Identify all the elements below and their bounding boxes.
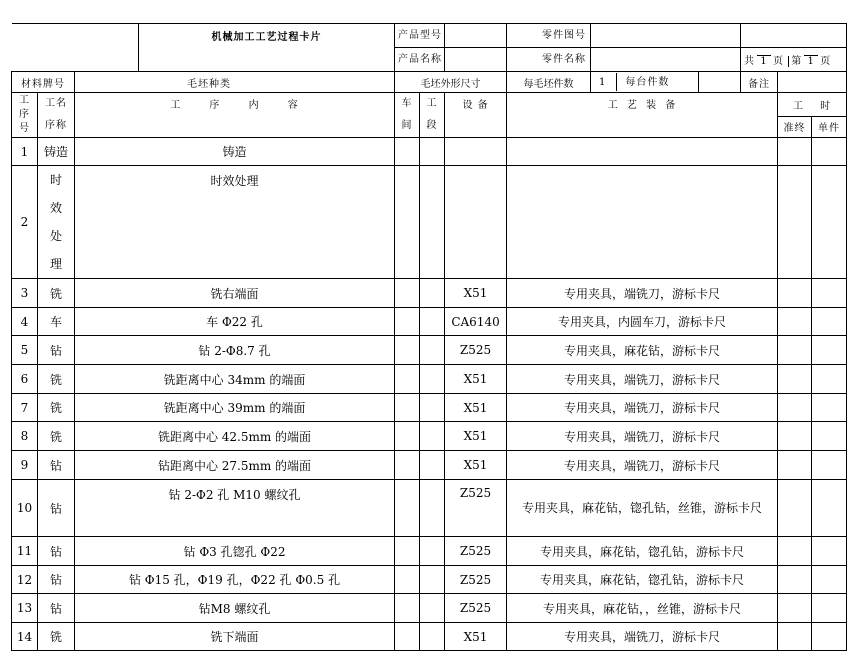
workshop-cell [395,480,420,537]
unit-time-cell [812,138,847,166]
tooling-cell: 专用夹具，端铣刀，游标卡尺 [507,279,778,308]
op-no-cell: 11 [12,537,38,566]
op-content-cell: 钻 2-Φ2 孔 M10 螺纹孔 [75,480,395,537]
workshop-cell [395,279,420,308]
workshop-cell [395,537,420,566]
setup-time-cell [778,279,812,308]
product-model-label: 产品型号 [395,24,445,48]
per-blank-value-and-label [591,72,699,93]
section-cell [420,138,445,166]
op-content-cell: 铣右端面 [75,279,395,308]
tooling-cell: 专用夹具，麻花钻，锪孔钻，丝锥，游标卡尺 [507,480,778,537]
page-unit: 页 [773,56,785,67]
op-name-cell: 铣 [38,365,75,394]
per-blank-label: 每毛坯件数 [507,72,591,93]
tooling-cell: 专用夹具，端铣刀，游标卡尺 [507,451,778,480]
part-name-label: 零件名称 [507,48,591,72]
op-name-cell: 时效处理 [38,166,75,279]
op-no-cell: 5 [12,336,38,365]
setup-time-cell [778,336,812,365]
workshop-cell [395,166,420,279]
op-no-cell: 12 [12,566,38,594]
equipment-cell [445,166,507,279]
op-content-cell: 铣距离中心 34mm 的端面 [75,365,395,394]
op-no-cell: 1 [12,138,38,166]
section-cell [420,166,445,279]
table-row [12,336,847,365]
equipment-cell: X51 [445,451,507,480]
setup-time-cell [778,422,812,451]
op-no-cell: 3 [12,279,38,308]
section-cell [420,336,445,365]
section-cell [420,422,445,451]
col-op-name: 工名 序称 [38,93,75,138]
equipment-cell: Z525 [445,336,507,365]
section-cell [420,451,445,480]
op-content-cell: 铸造 [75,138,395,166]
op-content-cell: 铣下端面 [75,623,395,651]
workshop-cell [395,566,420,594]
tooling-cell: 专用夹具，麻花钻，锪孔钻，游标卡尺 [507,537,778,566]
tooling-cell: 专用夹具，端铣刀，游标卡尺 [507,623,778,651]
unit-time-cell [812,594,847,623]
op-no-cell: 10 [12,480,38,537]
workshop-cell [395,623,420,651]
setup-time-cell [778,451,812,480]
op-no-cell: 14 [12,623,38,651]
tooling-cell: 专用夹具，端铣刀，游标卡尺 [507,394,778,422]
col-tooling: 工 艺 装 备 [507,93,778,138]
col-section: 工 段 [420,93,445,138]
section-cell [420,566,445,594]
op-no-cell: 9 [12,451,38,480]
section-cell [420,623,445,651]
workshop-cell [395,594,420,623]
total-pages: 1 [757,55,771,67]
op-content-cell: 钻M8 螺纹孔 [75,594,395,623]
section-cell [420,594,445,623]
op-no-cell: 7 [12,394,38,422]
col-equipment: 设 备 [445,93,507,138]
product-model-value[interactable] [445,24,507,48]
table-row [12,566,847,594]
workshop-cell [395,451,420,480]
col-hours: 工 时 [778,93,847,117]
header-top-right [741,24,847,48]
table-row [12,537,847,566]
equipment-cell [445,138,507,166]
current-page: 1 [804,55,818,67]
unit-time-cell [812,336,847,365]
product-name-value[interactable] [445,48,507,72]
setup-time-cell [778,623,812,651]
setup-time-cell [778,365,812,394]
op-no-cell: 4 [12,308,38,336]
equipment-cell: Z525 [445,566,507,594]
blank-size-label: 毛坯外形尺寸 [395,72,507,93]
op-content-cell: 钻 Φ3 孔锪孔 Φ22 [75,537,395,566]
remark-value[interactable] [778,72,847,93]
table-row [12,394,847,422]
col-content: 工 序 内 容 [75,93,395,138]
unit-time-cell [812,394,847,422]
part-name-value[interactable] [591,48,741,72]
unit-time-cell [812,279,847,308]
op-name-cell: 钻 [38,451,75,480]
setup-time-cell [778,138,812,166]
op-name-cell: 钻 [38,594,75,623]
section-cell [420,279,445,308]
op-name-cell: 铣 [38,422,75,451]
workshop-cell [395,308,420,336]
tooling-cell: 专用夹具，内圆车刀，游标卡尺 [507,308,778,336]
unit-time-cell [812,365,847,394]
process-card-table [11,23,847,651]
tooling-cell [507,166,778,279]
tooling-cell [507,138,778,166]
unit-time-cell [812,451,847,480]
op-name-cell: 铣 [38,279,75,308]
op-name-cell: 钻 [38,537,75,566]
table-row [12,480,847,537]
op-name-cell: 钻 [38,480,75,537]
op-name-cell: 钻 [38,336,75,365]
unit-time-cell [812,623,847,651]
page-indicator [741,48,847,72]
unit-time-cell [812,308,847,336]
logo-area [12,24,139,72]
equipment-cell: Z525 [445,480,507,537]
setup-time-cell [778,480,812,537]
table-row [12,279,847,308]
table-row [12,138,847,166]
workshop-cell [395,422,420,451]
op-content-cell: 铣距离中心 39mm 的端面 [75,394,395,422]
table-row [12,365,847,394]
tooling-cell: 专用夹具，麻花钻，，丝锥，游标卡尺 [507,594,778,623]
setup-time-cell [778,537,812,566]
table-row [12,166,847,279]
table-row [12,451,847,480]
col-unit: 单件 [812,116,847,137]
equipment-cell: Z525 [445,537,507,566]
op-no-cell: 13 [12,594,38,623]
tooling-cell: 专用夹具，端铣刀，游标卡尺 [507,422,778,451]
section-cell [420,480,445,537]
op-name-cell: 铣 [38,394,75,422]
table-row [12,594,847,623]
equipment-cell: X51 [445,365,507,394]
col-op-no: 工 序 号 [12,93,38,138]
tooling-cell: 专用夹具，麻花钻，锪孔钻，游标卡尺 [507,566,778,594]
equipment-cell: X51 [445,394,507,422]
op-content-cell: 钻 2-Φ8.7 孔 [75,336,395,365]
equipment-cell: CA6140 [445,308,507,336]
part-drawing-value[interactable] [591,24,741,48]
section-cell [420,365,445,394]
op-content-cell: 钻 Φ15 孔，Φ19 孔，Φ22 孔 Φ0.5 孔 [75,566,395,594]
section-cell [420,394,445,422]
workshop-cell [395,336,420,365]
op-content-cell: 铣距离中心 42.5mm 的端面 [75,422,395,451]
col-setup: 准终 [778,116,812,137]
current-prefix: 第 [788,56,802,67]
op-content-cell: 时效处理 [75,166,395,279]
tooling-cell: 专用夹具，麻花钻，游标卡尺 [507,336,778,365]
product-name-label: 产品名称 [395,48,445,72]
equipment-cell: X51 [445,623,507,651]
per-blank-value: 1 [599,76,607,88]
table-row [12,422,847,451]
unit-time-cell [812,566,847,594]
per-unit-label: 每台件数 [625,76,670,88]
material-label: 材料牌号 [12,72,75,93]
per-unit-value[interactable] [699,72,741,93]
op-name-cell: 车 [38,308,75,336]
op-name-cell: 钻 [38,566,75,594]
op-name-cell: 铸造 [38,138,75,166]
setup-time-cell [778,166,812,279]
page-unit-2: 页 [820,56,832,67]
equipment-cell: Z525 [445,594,507,623]
op-content-cell: 车 Φ22 孔 [75,308,395,336]
workshop-cell [395,138,420,166]
tooling-cell: 专用夹具，端铣刀，游标卡尺 [507,365,778,394]
op-no-cell: 8 [12,422,38,451]
table-row [12,308,847,336]
col-workshop: 车 间 [395,93,420,138]
blank-type-label: 毛坯种类 [75,72,395,93]
setup-time-cell [778,566,812,594]
unit-time-cell [812,422,847,451]
op-name-cell: 铣 [38,623,75,651]
card-title: 机械加工工艺过程卡片 [139,24,395,72]
section-cell [420,537,445,566]
unit-time-cell [812,480,847,537]
setup-time-cell [778,594,812,623]
equipment-cell: X51 [445,279,507,308]
part-drawing-label: 零件图号 [507,24,591,48]
op-content-cell: 钻距离中心 27.5mm 的端面 [75,451,395,480]
operation-rows [12,138,847,651]
setup-time-cell [778,394,812,422]
section-cell [420,308,445,336]
op-no-cell: 2 [12,166,38,279]
workshop-cell [395,394,420,422]
total-prefix: 共 [744,56,756,67]
workshop-cell [395,365,420,394]
equipment-cell: X51 [445,422,507,451]
remark-label: 备注 [741,72,778,93]
process-card [11,23,846,651]
setup-time-cell [778,308,812,336]
op-no-cell: 6 [12,365,38,394]
table-row [12,623,847,651]
unit-time-cell [812,166,847,279]
unit-time-cell [812,537,847,566]
